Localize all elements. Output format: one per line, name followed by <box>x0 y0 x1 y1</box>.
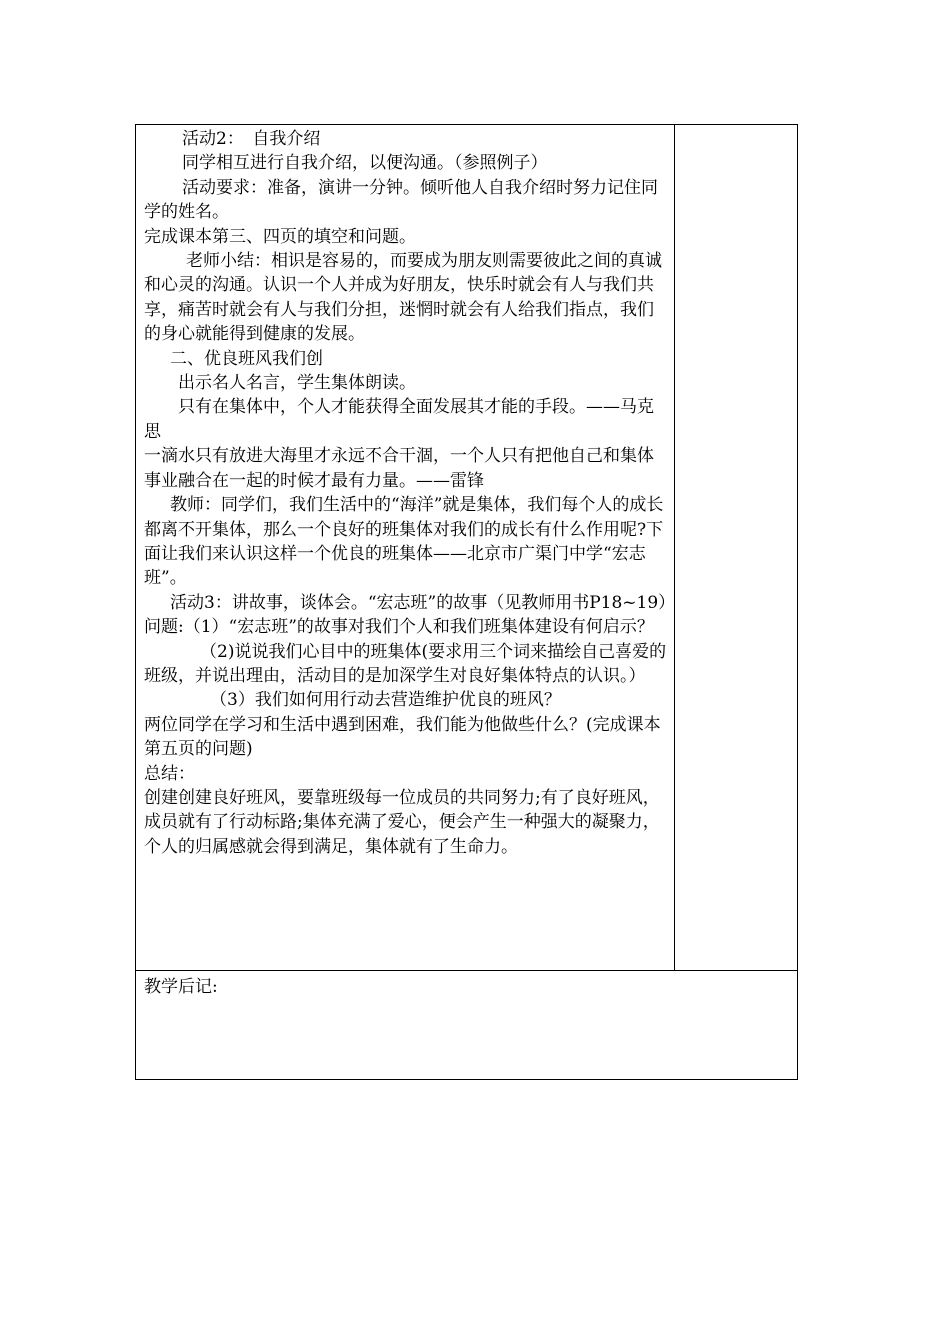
paragraph: 活动2： 自我介绍 <box>182 129 321 149</box>
lesson-content-cell <box>136 125 675 971</box>
paragraph: 创建创建良好班风，要靠班级每一位成员的共同努力;有了良好班风，成员就有了行动标路;集体充满了爱心，便会产生一种强大的凝聚力，个人的归属感就会得到满足，集体就有了生命力。 <box>144 787 660 857</box>
paragraph: 总结： <box>144 763 195 784</box>
lesson-content <box>136 125 674 859</box>
lesson-content-row <box>136 125 798 971</box>
paragraph: 同学相互进行自我介绍，以便沟通。（参照例子） <box>182 153 548 174</box>
paragraph: 二、优良班风我们创 <box>170 348 323 369</box>
paragraph: （3）我们如何用行动去营造维护优良的班风？ <box>210 690 561 711</box>
paragraph: 完成课本第三、四页的填空和问题。 <box>144 226 416 247</box>
paragraph: （2)说说我们心目中的班集体(要求用三个词来描绘自己喜爱的班级，并说出理由，活动目的是加深学生对良好集体特点的认识。） <box>144 641 667 686</box>
paragraph: 问题:（1）“宏志班”的故事对我们个人和我们班集体建设有何启示？ <box>144 617 654 638</box>
paragraph: 活动要求：准备，演讲一分钟。倾听他人自我介绍时努力记住同学的姓名。 <box>144 177 658 223</box>
side-notes-cell <box>675 125 798 971</box>
paragraph: 两位同学在学习和生活中遇到困难，我们能为他做些什么？(完成课本第五页的问题) <box>144 714 661 760</box>
teaching-notes-label: 教学后记: <box>144 977 218 997</box>
teaching-notes-cell <box>136 971 798 1080</box>
paragraph: 出示名人名言，学生集体朗读。 <box>178 373 416 394</box>
paragraph: 教师：同学们，我们生活中的“海洋”就是集体，我们每个人的成长都离不开集体，那么一个良好的班集体对我们的成长有什么作用呢?下面让我们来认识这样一个优良的班集体——北京市广渠门中学“宏志班”。 <box>144 495 664 589</box>
paragraph: 只有在集体中，个人才能获得全面发展其才能的手段。——马克思 <box>144 397 654 442</box>
paragraph: 老师小结：相识是容易的，而要成为朋友则需要彼此之间的真诚和心灵的沟通。认识一个人并成为好朋友，快乐时就会有人与我们共享，痛苦时就会有人与我们分担，迷惘时就会有人给我们指点，我们的身心就能得到健康的发展。 <box>144 251 662 345</box>
teaching-notes-row <box>136 971 798 1080</box>
paragraph: 活动3：讲故事，谈体会。“宏志班”的故事（见教师用书P18~19） <box>170 592 676 613</box>
paragraph: 一滴水只有放进大海里才永远不合干涸，一个人只有把他自己和集体事业融合在一起的时候才最有力量。——雷锋 <box>144 446 654 491</box>
lesson-plan-table <box>135 124 798 1080</box>
